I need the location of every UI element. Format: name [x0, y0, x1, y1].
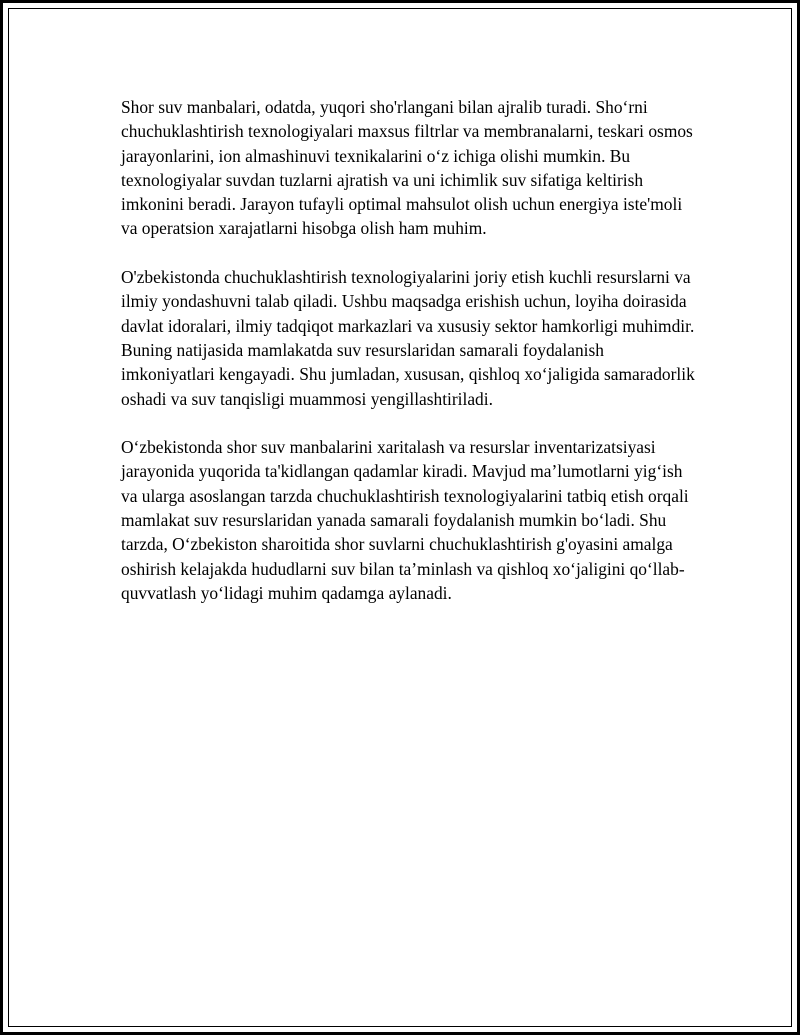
paragraph-3: O‘zbekistonda shor suv manbalarini xaritalash va resurslar inventarizatsiyasi jarayonida yuqorida ta'kidlangan qadamlar kiradi. Mavjud ma’lumotlarni yig‘ish va ularga asoslangan tarzda chuchuklashtirish texnologiyalarini tatbiq etish orqali mamlakat suv resurslaridan yanada samarali foydalanish mumkin bo‘ladi. Shu tarzda, O‘zbekiston sharoitida shor suvlarni chuchuklashtirish g'oyasini amalga oshirish kelajakda hududlarni suv bilan ta’minlash va qishloq xo‘jaligini qo‘llab-quvvatlash yo‘lidagi muhim qadamga aylanadi.	[121, 437, 689, 603]
paragraph-2: O'zbekistonda chuchuklashtirish texnologiyalarini joriy etish kuchli resurslarni va ilmiy yondashuvni talab qiladi. Ushbu maqsadga erishish uchun, loyiha doirasida davlat idoralari, ilmiy tadqiqot markazlari va xususiy sektor hamkorligi muhimdir. Buning natijasida mamlakatda suv resurslaridan samarali foydalanish imkoniyatlari kengayadi. Shu jumladan, xususan, qishloq xo‘jaligida samaradorlik oshadi va suv tanqisligi muammosi yengillashtiriladi.	[121, 267, 695, 409]
paragraph-1: Shor suv manbalari, odatda, yuqori sho'rlangani bilan ajralib turadi. Sho‘rni chuchuklashtirish texnologiyalari maxsus filtrlar va membranalarni, teskari osmos jarayonlarini, ion almashinuvi texnikalarini o‘z ichiga olishi mumkin. Bu texnologiyalar suvdan tuzlarni ajratish va uni ichimlik suv sifatiga keltirish imkonini beradi. Jarayon tufayli optimal mahsulot olish uchun energiya iste'moli va operatsion xarajatlarni hisobga olish ham muhim.	[121, 97, 693, 239]
document-body	[121, 95, 701, 630]
